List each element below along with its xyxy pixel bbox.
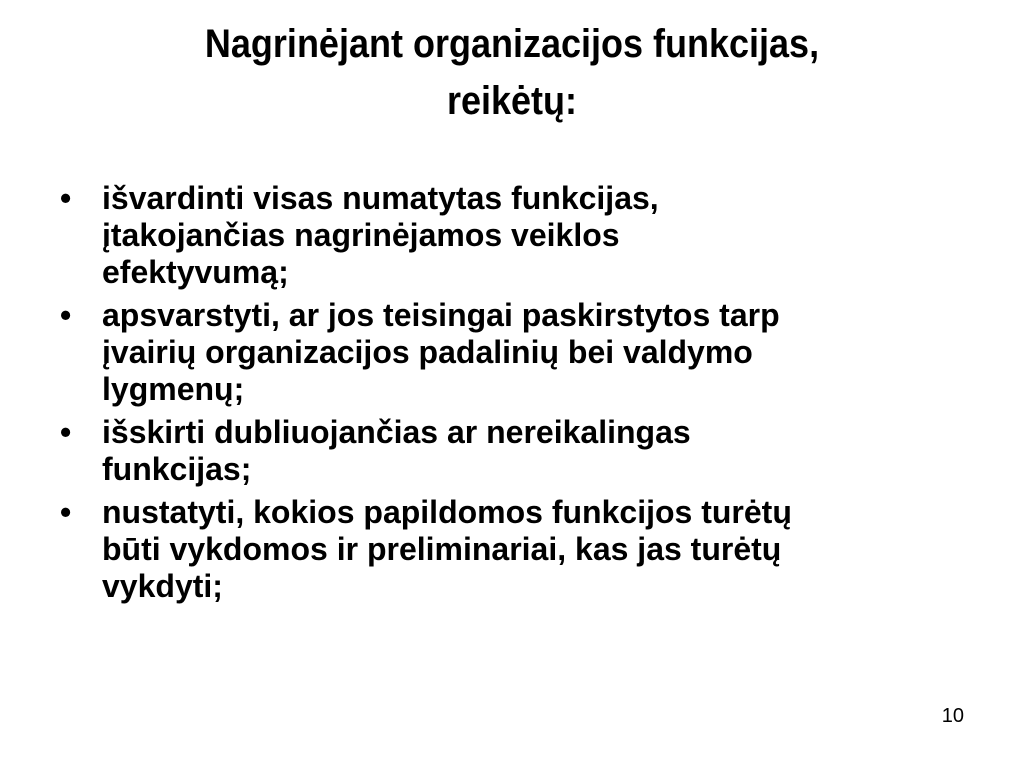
- bullet-text-line: išvardinti visas numatytas funkcijas,: [102, 180, 659, 216]
- bullet-text-line: apsvarstyti, ar jos teisingai paskirstytos tarp: [102, 297, 780, 333]
- bullet-icon: •: [60, 180, 72, 216]
- page-number: 10: [941, 705, 964, 727]
- slide-title-line: reikėtų:: [446, 79, 578, 123]
- bullet-text-line: įtakojančias nagrinėjamos veiklos: [102, 217, 620, 253]
- slide-title: [123, 16, 901, 130]
- bullet-icon: •: [60, 494, 72, 530]
- bullet-icon: •: [60, 297, 72, 333]
- bullet-item: [60, 180, 980, 291]
- bullet-list: [60, 180, 980, 611]
- bullet-item: [60, 414, 980, 488]
- bullet-text-line: lygmenų;: [102, 371, 245, 407]
- bullet-item: [60, 297, 980, 408]
- bullet-text-line: funkcijas;: [102, 451, 252, 487]
- bullet-text-line: vykdyti;: [102, 568, 223, 604]
- slide-title-line: Nagrinėjant organizacijos funkcijas,: [204, 22, 820, 66]
- bullet-text-line: įvairių organizacijos padalinių bei valdymo: [102, 334, 753, 370]
- bullet-text-line: būti vykdomos ir preliminariai, kas jas turėtų: [102, 531, 782, 567]
- bullet-item: [60, 494, 980, 605]
- bullet-icon: •: [60, 414, 72, 450]
- bullet-text-line: išskirti dubliuojančias ar nereikalingas: [102, 414, 691, 450]
- bullet-text-line: nustatyti, kokios papildomos funkcijos turėtų: [102, 494, 792, 530]
- bullet-text-line: efektyvumą;: [102, 254, 289, 290]
